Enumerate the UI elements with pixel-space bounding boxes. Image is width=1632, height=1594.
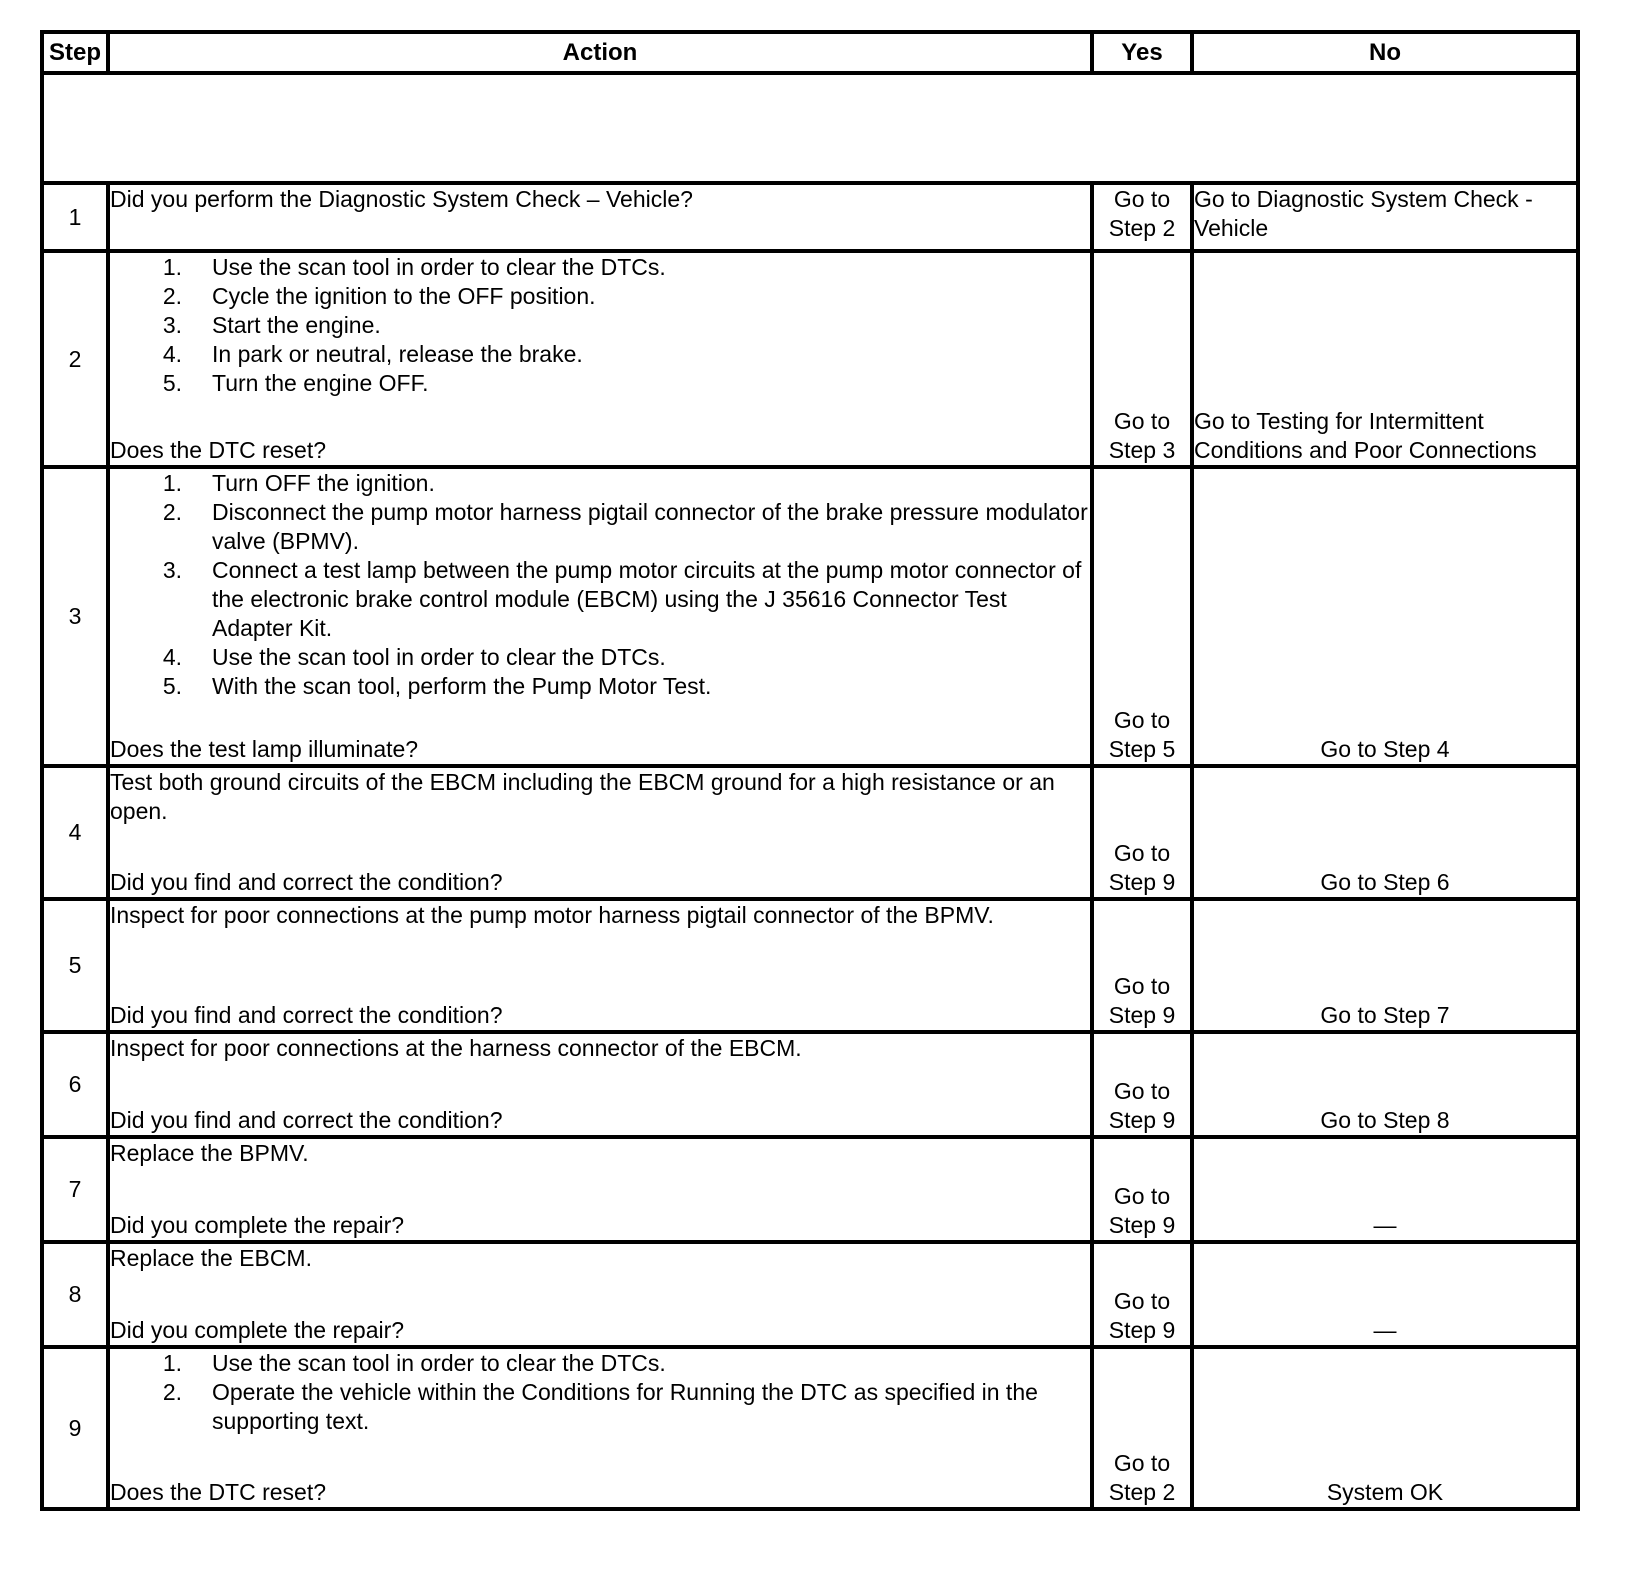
no-cell: Go to Step 7 [1192, 899, 1578, 1032]
instruction-list [110, 469, 1090, 701]
instruction: Inspect for poor connections at the harness connector of the EBCM. [110, 1035, 802, 1061]
question: Did you perform the Diagnostic System Check – Vehicle? [110, 186, 693, 212]
yes-cell: Go to Step 9 [1092, 1032, 1192, 1137]
list-item: 5. With the scan tool, perform the Pump Motor Test. [162, 673, 712, 699]
table-row [42, 251, 1578, 467]
step-number: 5 [42, 899, 108, 1032]
step-number: 3 [42, 467, 108, 766]
list-item: 1. Use the scan tool in order to clear the DTCs. [162, 1350, 666, 1376]
action-cell [108, 183, 1092, 251]
table-row [42, 467, 1578, 766]
yes-cell: Go to Step 2 [1092, 1347, 1192, 1509]
question: Did you find and correct the condition? [110, 869, 503, 895]
no-cell: Go to Step 4 [1192, 467, 1578, 766]
action-cell [108, 1242, 1092, 1347]
header-yes: Yes [1092, 32, 1192, 73]
step-number: 1 [42, 183, 108, 251]
yes-cell: Go to Step 9 [1092, 1137, 1192, 1242]
list-item: 5. Turn the engine OFF. [162, 370, 429, 396]
instruction-list [110, 1349, 1090, 1436]
question: Did you find and correct the condition? [110, 1107, 503, 1133]
no-cell: Go to Diagnostic System Check - Vehicle [1192, 183, 1578, 251]
question: Did you complete the repair? [110, 1212, 405, 1238]
blank-row [42, 73, 1578, 183]
instruction: Test both ground circuits of the EBCM including the EBCM ground for a high resistance or an open. [110, 769, 1055, 824]
step-number: 6 [42, 1032, 108, 1137]
no-cell: Go to Testing for Intermittent Conditions and Poor Connections [1192, 251, 1578, 467]
list-item: 3. Connect a test lamp between the pump motor circuits at the pump motor connector of the electronic brake control module (EBCM) using the J 35616 Connector Test Adapter Kit. [162, 557, 1082, 641]
no-cell: — [1192, 1137, 1578, 1242]
step-number: 9 [42, 1347, 108, 1509]
header-action: Action [108, 32, 1092, 73]
blank-cell [42, 73, 1578, 183]
no-cell: Go to Step 8 [1192, 1032, 1578, 1137]
step-number: 8 [42, 1242, 108, 1347]
header-no: No [1192, 32, 1578, 73]
table-row [42, 183, 1578, 251]
yes-cell: Go to Step 9 [1092, 899, 1192, 1032]
table-row [42, 1347, 1578, 1509]
yes-cell: Go to Step 2 [1092, 183, 1192, 251]
table-row [42, 1137, 1578, 1242]
instruction: Inspect for poor connections at the pump motor harness pigtail connector of the BPMV. [110, 902, 994, 928]
question: Did you find and correct the condition? [110, 1002, 503, 1028]
header-step: Step [42, 32, 108, 73]
list-item: 2. Operate the vehicle within the Conditions for Running the DTC as specified in the supporting text. [162, 1379, 1038, 1434]
step-number: 2 [42, 251, 108, 467]
header-row [42, 32, 1578, 73]
diagnostic-table [40, 30, 1580, 1511]
yes-cell: Go to Step 9 [1092, 1242, 1192, 1347]
list-item: 4. In park or neutral, release the brake. [162, 341, 583, 367]
question: Does the DTC reset? [110, 1479, 327, 1505]
list-item: 1. Turn OFF the ignition. [162, 470, 435, 496]
action-cell [108, 766, 1092, 899]
question: Does the test lamp illuminate? [110, 736, 419, 762]
action-cell [108, 899, 1092, 1032]
action-cell [108, 251, 1092, 467]
step-number: 7 [42, 1137, 108, 1242]
no-cell: System OK [1192, 1347, 1578, 1509]
list-item: 3. Start the engine. [162, 312, 381, 338]
step-number: 4 [42, 766, 108, 899]
instruction: Replace the EBCM. [110, 1245, 312, 1271]
no-cell: Go to Step 6 [1192, 766, 1578, 899]
list-item: 1. Use the scan tool in order to clear the DTCs. [162, 254, 666, 280]
instruction: Replace the BPMV. [110, 1140, 309, 1166]
yes-cell: Go to Step 5 [1092, 467, 1192, 766]
list-item: 4. Use the scan tool in order to clear the DTCs. [162, 644, 666, 670]
table-row [42, 1242, 1578, 1347]
table-row [42, 1032, 1578, 1137]
list-item: 2. Cycle the ignition to the OFF position. [162, 283, 596, 309]
table-row [42, 899, 1578, 1032]
no-cell: — [1192, 1242, 1578, 1347]
action-cell [108, 1137, 1092, 1242]
list-item: 2. Disconnect the pump motor harness pigtail connector of the brake pressure modulator valve (BPMV). [162, 499, 1088, 554]
action-cell [108, 467, 1092, 766]
yes-cell: Go to Step 9 [1092, 766, 1192, 899]
instruction-list [110, 253, 1090, 398]
action-cell [108, 1032, 1092, 1137]
question: Did you complete the repair? [110, 1317, 405, 1343]
action-cell [108, 1347, 1092, 1509]
yes-cell: Go to Step 3 [1092, 251, 1192, 467]
table-row [42, 766, 1578, 899]
question: Does the DTC reset? [110, 437, 327, 463]
